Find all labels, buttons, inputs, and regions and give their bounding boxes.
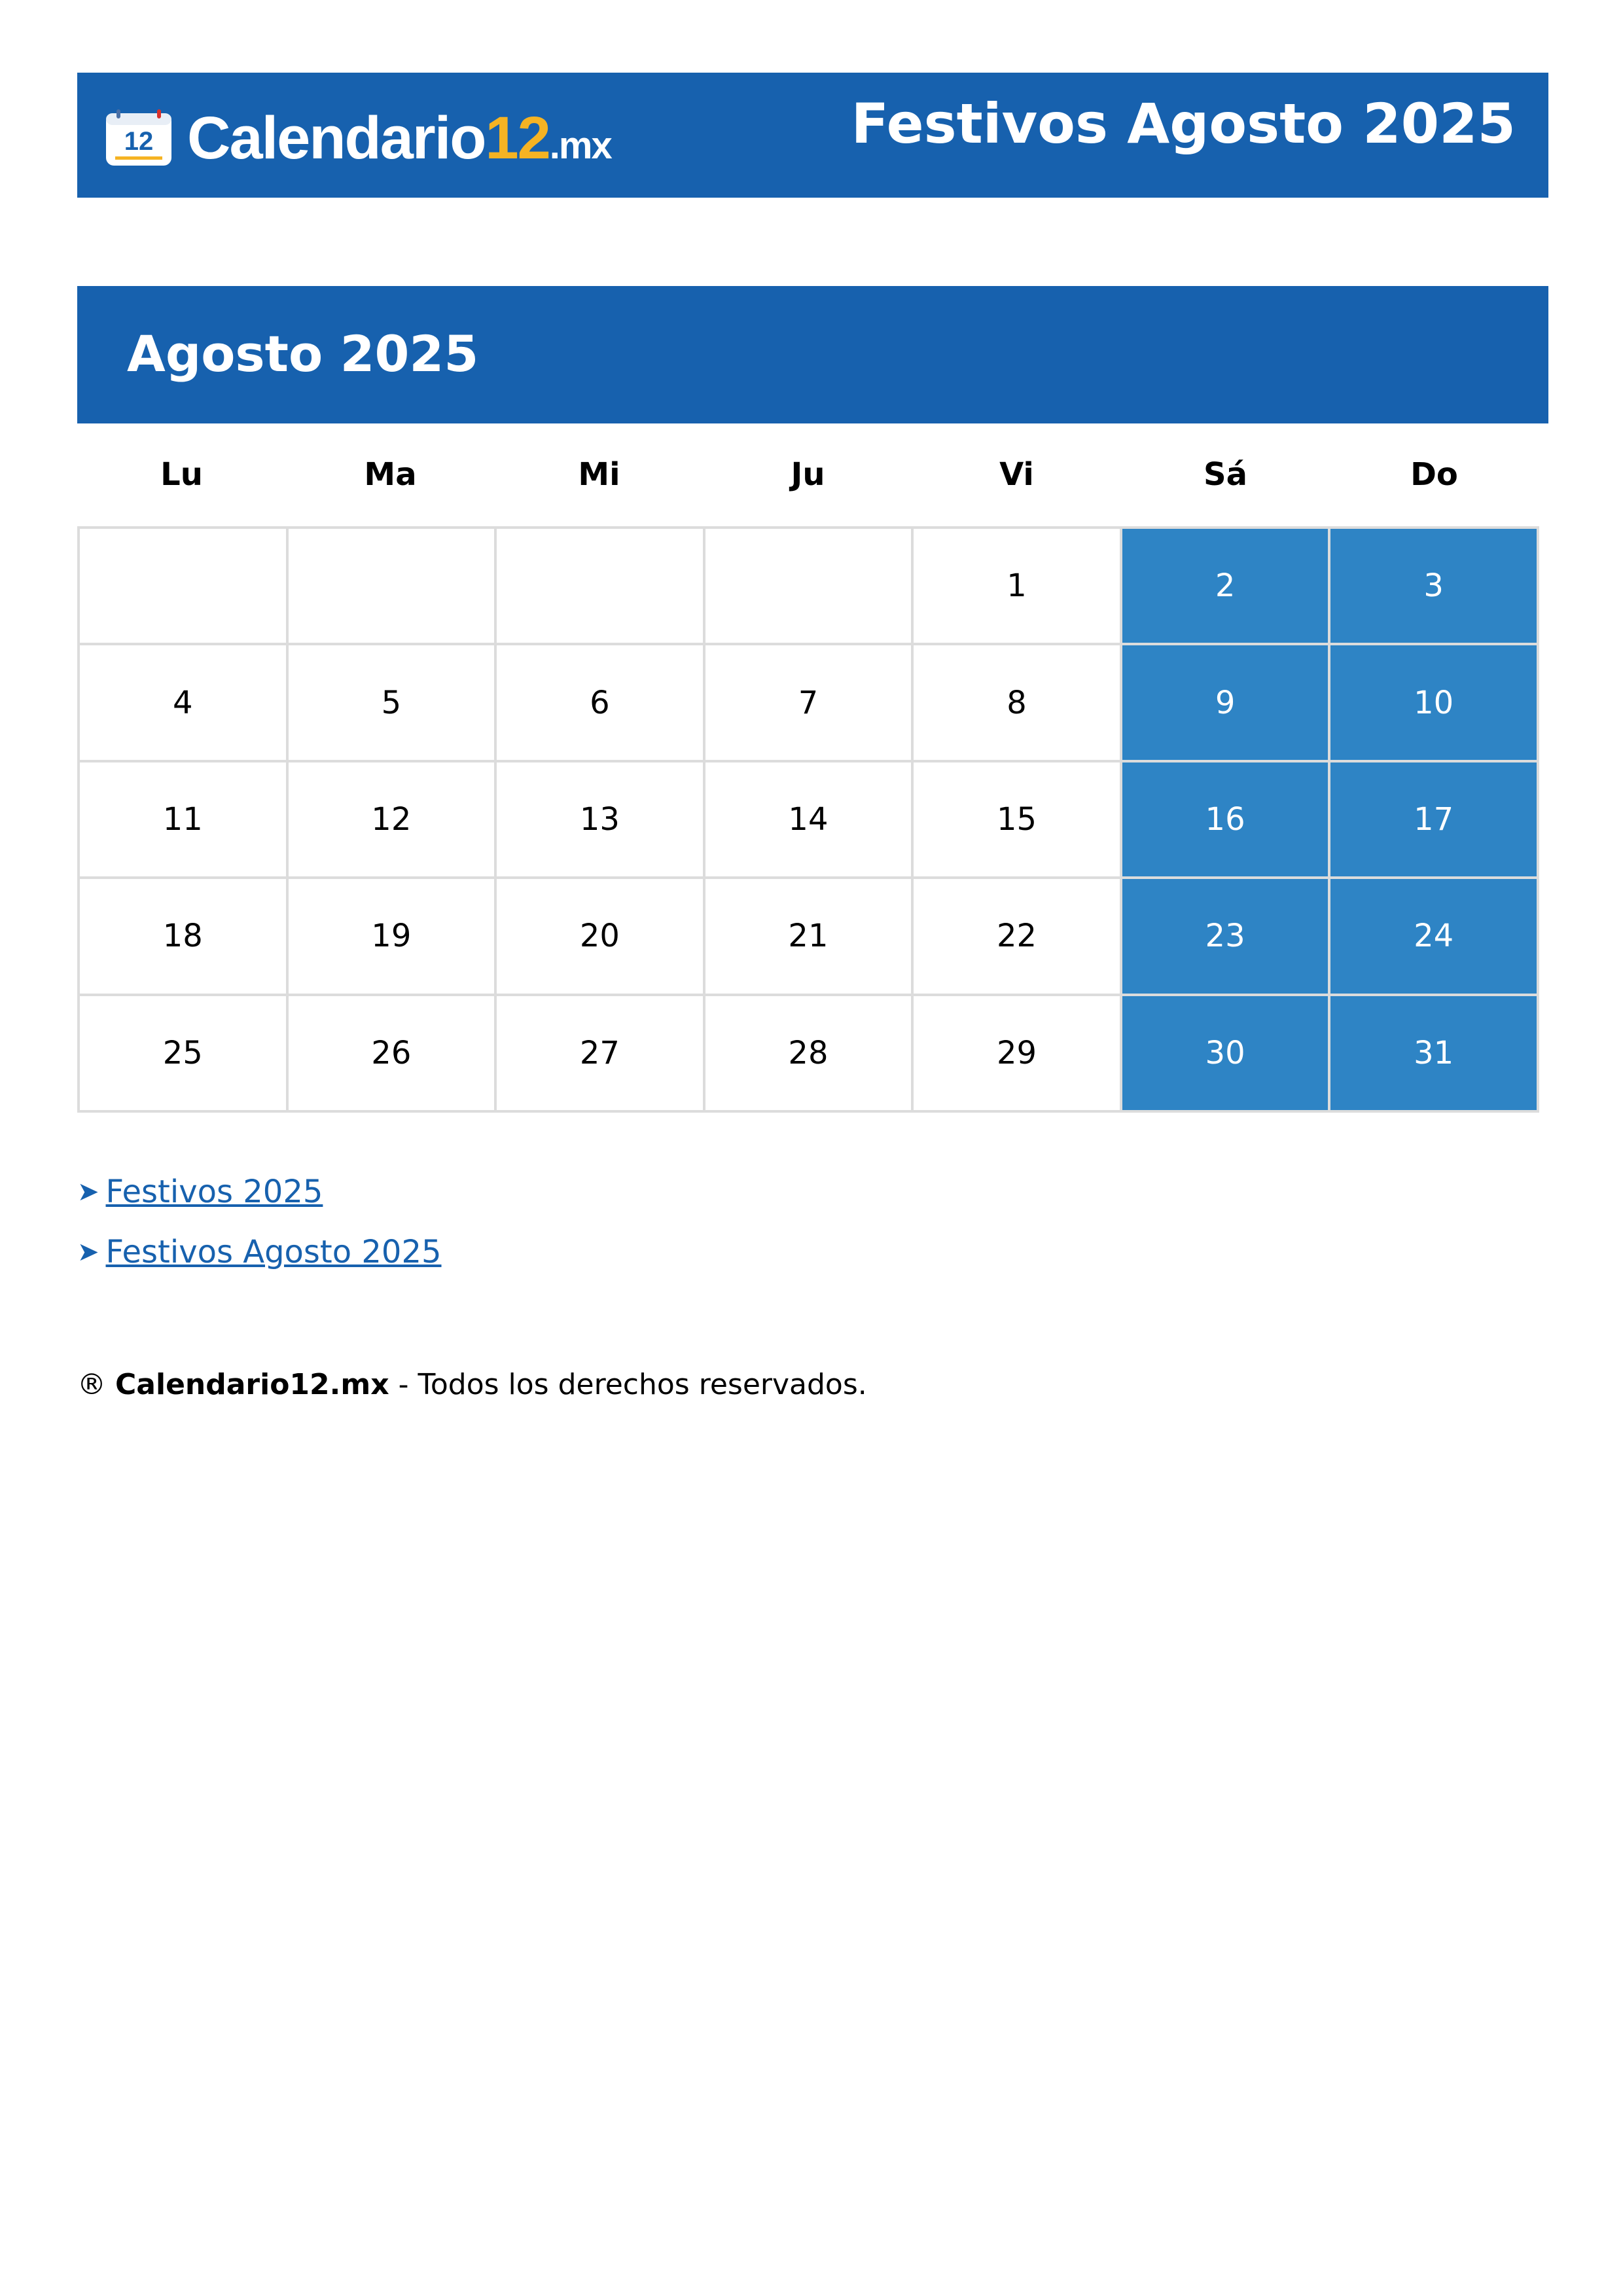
calendar-day-weekend: 24 <box>1329 878 1538 994</box>
weekday-label: Lu <box>160 456 203 493</box>
calendar-day: 7 <box>704 644 913 761</box>
calendar-day: 18 <box>79 878 287 994</box>
weekday-header-row <box>77 445 1539 504</box>
calendar-day-weekend: 3 <box>1329 528 1538 644</box>
page-title: Festivos Agosto 2025 <box>851 92 1516 156</box>
calendar-week <box>79 878 1538 994</box>
calendar-day <box>79 528 287 644</box>
link-item <box>77 1162 442 1222</box>
calendar-day: 22 <box>912 878 1121 994</box>
calendar-day: 15 <box>912 761 1121 878</box>
calendar-day-weekend: 10 <box>1329 644 1538 761</box>
logo-text-tld: .mx <box>549 124 611 167</box>
logo-text-num: 12 <box>485 105 550 171</box>
calendar-day <box>287 528 496 644</box>
calendar-day: 12 <box>287 761 496 878</box>
calendar-day: 27 <box>495 995 704 1111</box>
calendar-week <box>79 528 1538 644</box>
calendar-day-weekend: 31 <box>1329 995 1538 1111</box>
page-header <box>77 73 1548 198</box>
calendar-day: 19 <box>287 878 496 994</box>
calendar-day: 14 <box>704 761 913 878</box>
calendar-day-weekend: 30 <box>1121 995 1330 1111</box>
weekday-label: Do <box>1410 456 1458 493</box>
calendar-week <box>79 995 1538 1111</box>
calendar-day: 8 <box>912 644 1121 761</box>
related-links <box>77 1162 442 1282</box>
footer-copyright <box>77 1368 867 1403</box>
calendar-day: 29 <box>912 995 1121 1111</box>
logo-text-main: Calendario <box>187 105 486 171</box>
calendar-day: 4 <box>79 644 287 761</box>
weekday-label: Mi <box>578 456 620 493</box>
weekday-label: Ma <box>364 456 417 493</box>
calendar-grid <box>77 526 1539 1113</box>
calendar-day-weekend: 16 <box>1121 761 1330 878</box>
weekday-label: Sá <box>1204 456 1247 493</box>
calendar-day: 25 <box>79 995 287 1111</box>
calendar-day: 28 <box>704 995 913 1111</box>
site-logo[interactable] <box>105 105 611 171</box>
calendar-day-weekend: 2 <box>1121 528 1330 644</box>
month-header <box>77 286 1548 423</box>
calendar-day: 21 <box>704 878 913 994</box>
registered-symbol: ® <box>77 1368 106 1401</box>
arrow-right-icon: ➤ <box>77 1237 99 1267</box>
arrow-right-icon: ➤ <box>77 1177 99 1207</box>
weekday-label: Ju <box>791 456 825 493</box>
calendar-day: 13 <box>495 761 704 878</box>
link-festivos-2025[interactable]: Festivos 2025 <box>105 1174 323 1210</box>
calendar-day-weekend: 23 <box>1121 878 1330 994</box>
calendar-day-weekend: 9 <box>1121 644 1330 761</box>
link-festivos-agosto-2025[interactable]: Festivos Agosto 2025 <box>105 1234 442 1270</box>
calendar-day-weekend: 17 <box>1329 761 1538 878</box>
logo-wordmark <box>187 105 611 171</box>
month-title: Agosto 2025 <box>127 325 479 383</box>
calendar-day <box>495 528 704 644</box>
calendar-day: 5 <box>287 644 496 761</box>
calendar-day: 26 <box>287 995 496 1111</box>
calendar-day: 6 <box>495 644 704 761</box>
calendar-icon <box>105 109 173 167</box>
calendar-day <box>704 528 913 644</box>
svg-text:12: 12 <box>124 127 154 156</box>
calendar-day: 20 <box>495 878 704 994</box>
calendar-day: 1 <box>912 528 1121 644</box>
link-item <box>77 1222 442 1282</box>
weekday-label: Vi <box>999 456 1034 493</box>
calendar-week <box>79 644 1538 761</box>
footer-brand: Calendario12.mx <box>115 1368 389 1401</box>
footer-rights-text: - Todos los derechos reservados. <box>389 1368 867 1401</box>
calendar-week <box>79 761 1538 878</box>
calendar-day: 11 <box>79 761 287 878</box>
